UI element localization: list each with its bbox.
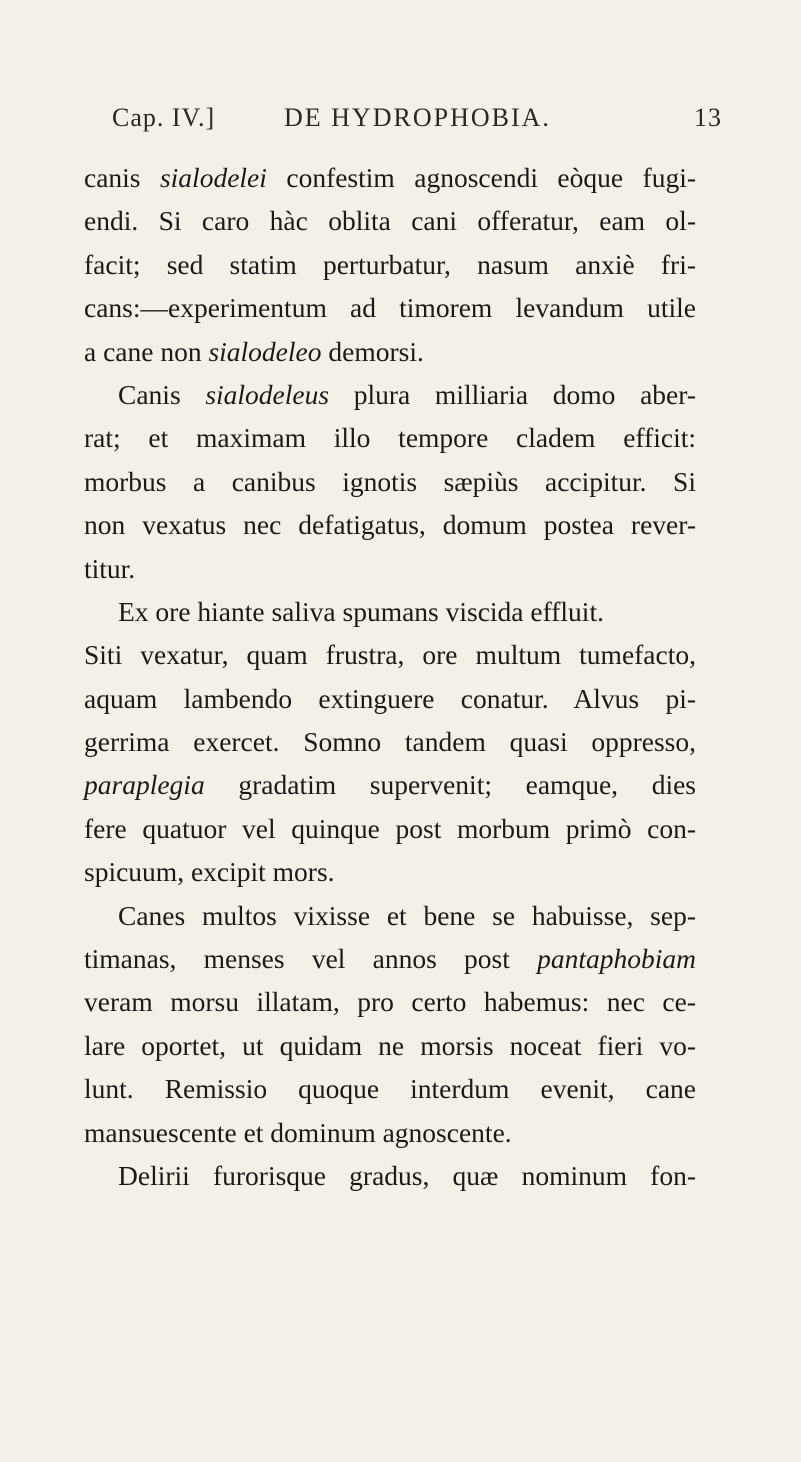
italic-term: sialodelei — [159, 162, 267, 193]
italic-term: pantaphobiam — [537, 943, 696, 975]
running-head — [112, 103, 722, 143]
running-title: DE HYDROPHOBIA. — [284, 103, 551, 132]
text-line: timanas, menses vel annos post pantaphobiam — [84, 943, 696, 975]
text-line: aquam lambendo extinguere conatur. Alvus pi- — [84, 682, 696, 714]
text-line: titur. — [84, 552, 136, 584]
text-line: lunt. Remissio quoque interdum evenit, cane — [84, 1073, 696, 1105]
italic-term: sialodeleus — [205, 378, 330, 410]
text-line: lare oportet, ut quidam ne morsis noceat fieri vo- — [84, 1029, 696, 1061]
paragraph-start-line: Canes multos vixisse et bene se habuisse, sep- — [118, 899, 696, 931]
text-line: non vexatus nec defatigatus, domum postea rever- — [84, 509, 696, 541]
text-line: gerrima exercet. Somno tandem quasi oppresso, — [84, 726, 696, 758]
text-line: canis sialodelei confestim agnoscendi eòque fugi- — [84, 162, 696, 193]
text-line: mansuescente et dominum agnoscente. — [84, 1116, 512, 1148]
text-line: fere quatuor vel quinque post morbum primò con- — [84, 812, 696, 844]
text-line: rat; et maximam illo tempore cladem efficit: — [84, 422, 696, 454]
italic-term: sialodeleo — [208, 335, 322, 367]
paragraph-start-line: Delirii furorisque gradus, quæ nominum fon- — [118, 1159, 696, 1191]
italic-term: paraplegia — [84, 769, 205, 801]
text-line: spicuum, excipit mors. — [84, 856, 335, 888]
text-line: a cane non sialodeleo demorsi. — [84, 335, 424, 367]
text-line: morbus a canibus ignotis sæpiùs accipitur. Si — [84, 465, 696, 497]
chapter-label: Cap. IV.] — [112, 103, 216, 132]
text-line: cans:—experimentum ad timorem levandum utile — [84, 292, 696, 324]
text-line: endi. Si caro hàc oblita cani offeratur, eam ol- — [84, 205, 696, 237]
paragraph-start-line: Canis sialodeleus plura milliaria domo aber- — [118, 378, 697, 410]
paragraph-start-line: Ex ore hiante saliva spumans viscida effluit. — [118, 595, 604, 627]
body-text — [84, 156, 696, 1197]
text-line: Siti vexatur, quam frustra, ore multum tumefacto, — [84, 639, 696, 671]
text-line: paraplegia gradatim supervenit; eamque, dies — [84, 769, 696, 801]
page-number: 13 — [694, 103, 722, 132]
text-line: veram morsu illatam, pro certo habemus: nec ce- — [84, 986, 696, 1018]
text-line: facit; sed statim perturbatur, nasum anxiè fri- — [84, 248, 696, 280]
